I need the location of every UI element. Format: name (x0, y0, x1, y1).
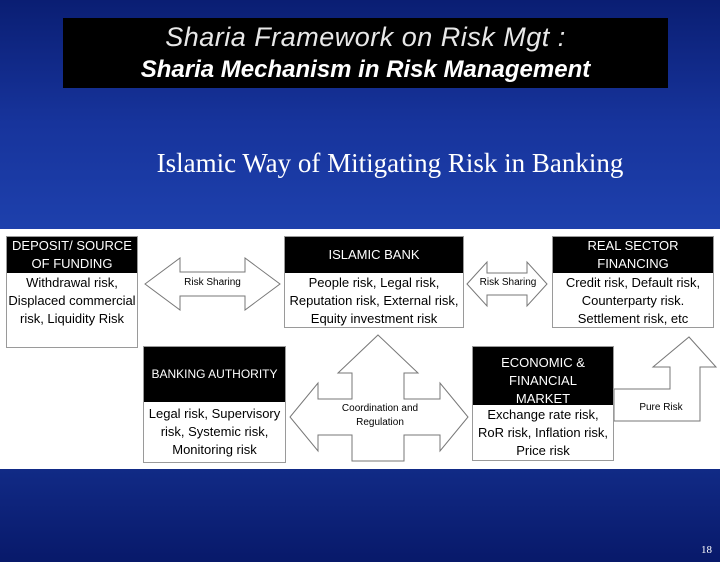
title-box (63, 18, 668, 88)
economic-market-risks: Exchange rate risk, RoR risk, Inflation risk, Price risk (477, 407, 609, 458)
real-sector-box (552, 236, 714, 328)
coordination-arrow (290, 335, 468, 461)
deposit-box (6, 236, 138, 348)
pure-risk-label: Pure Risk (639, 402, 683, 413)
page-number: 18 (701, 544, 712, 556)
deposit-header: DEPOSIT/ SOURCE OF FUNDING (7, 237, 137, 273)
risk-sharing-left-label: Risk Sharing (184, 277, 241, 288)
banking-authority-box (143, 346, 286, 463)
economic-market-header: ECONOMIC & FINANCIAL MARKET (473, 347, 613, 405)
banking-authority-header: BANKING AUTHORITY (144, 347, 285, 402)
risk-sharing-right-label: Risk Sharing (479, 277, 537, 288)
slide-subtitle-heading: Sharia Mechanism in Risk Management (140, 56, 591, 83)
real-sector-risks: Credit risk, Default risk, Counterparty risk. Settlement risk, etc (565, 275, 701, 326)
economic-market-box (472, 346, 614, 461)
real-sector-header: REAL SECTOR FINANCING (553, 237, 713, 273)
deposit-risks: Withdrawal risk, Displaced commercial risk, Liquidity Risk (8, 275, 136, 326)
risk-diagram (0, 229, 720, 469)
coordination-label: Coordination and Regulation (341, 403, 419, 428)
section-subtitle: Islamic Way of Mitigating Risk in Banking (156, 148, 624, 178)
islamic-bank-risks: People risk, Legal risk, Reputation risk, External risk, Equity investment risk (289, 275, 459, 326)
islamic-bank-header: ISLAMIC BANK (285, 237, 463, 273)
banking-authority-risks: Legal risk, Supervisory risk, Systemic risk, Monitoring risk (148, 406, 281, 457)
islamic-bank-box (284, 236, 464, 328)
slide-title: Sharia Framework on Risk Mgt : (165, 22, 566, 52)
